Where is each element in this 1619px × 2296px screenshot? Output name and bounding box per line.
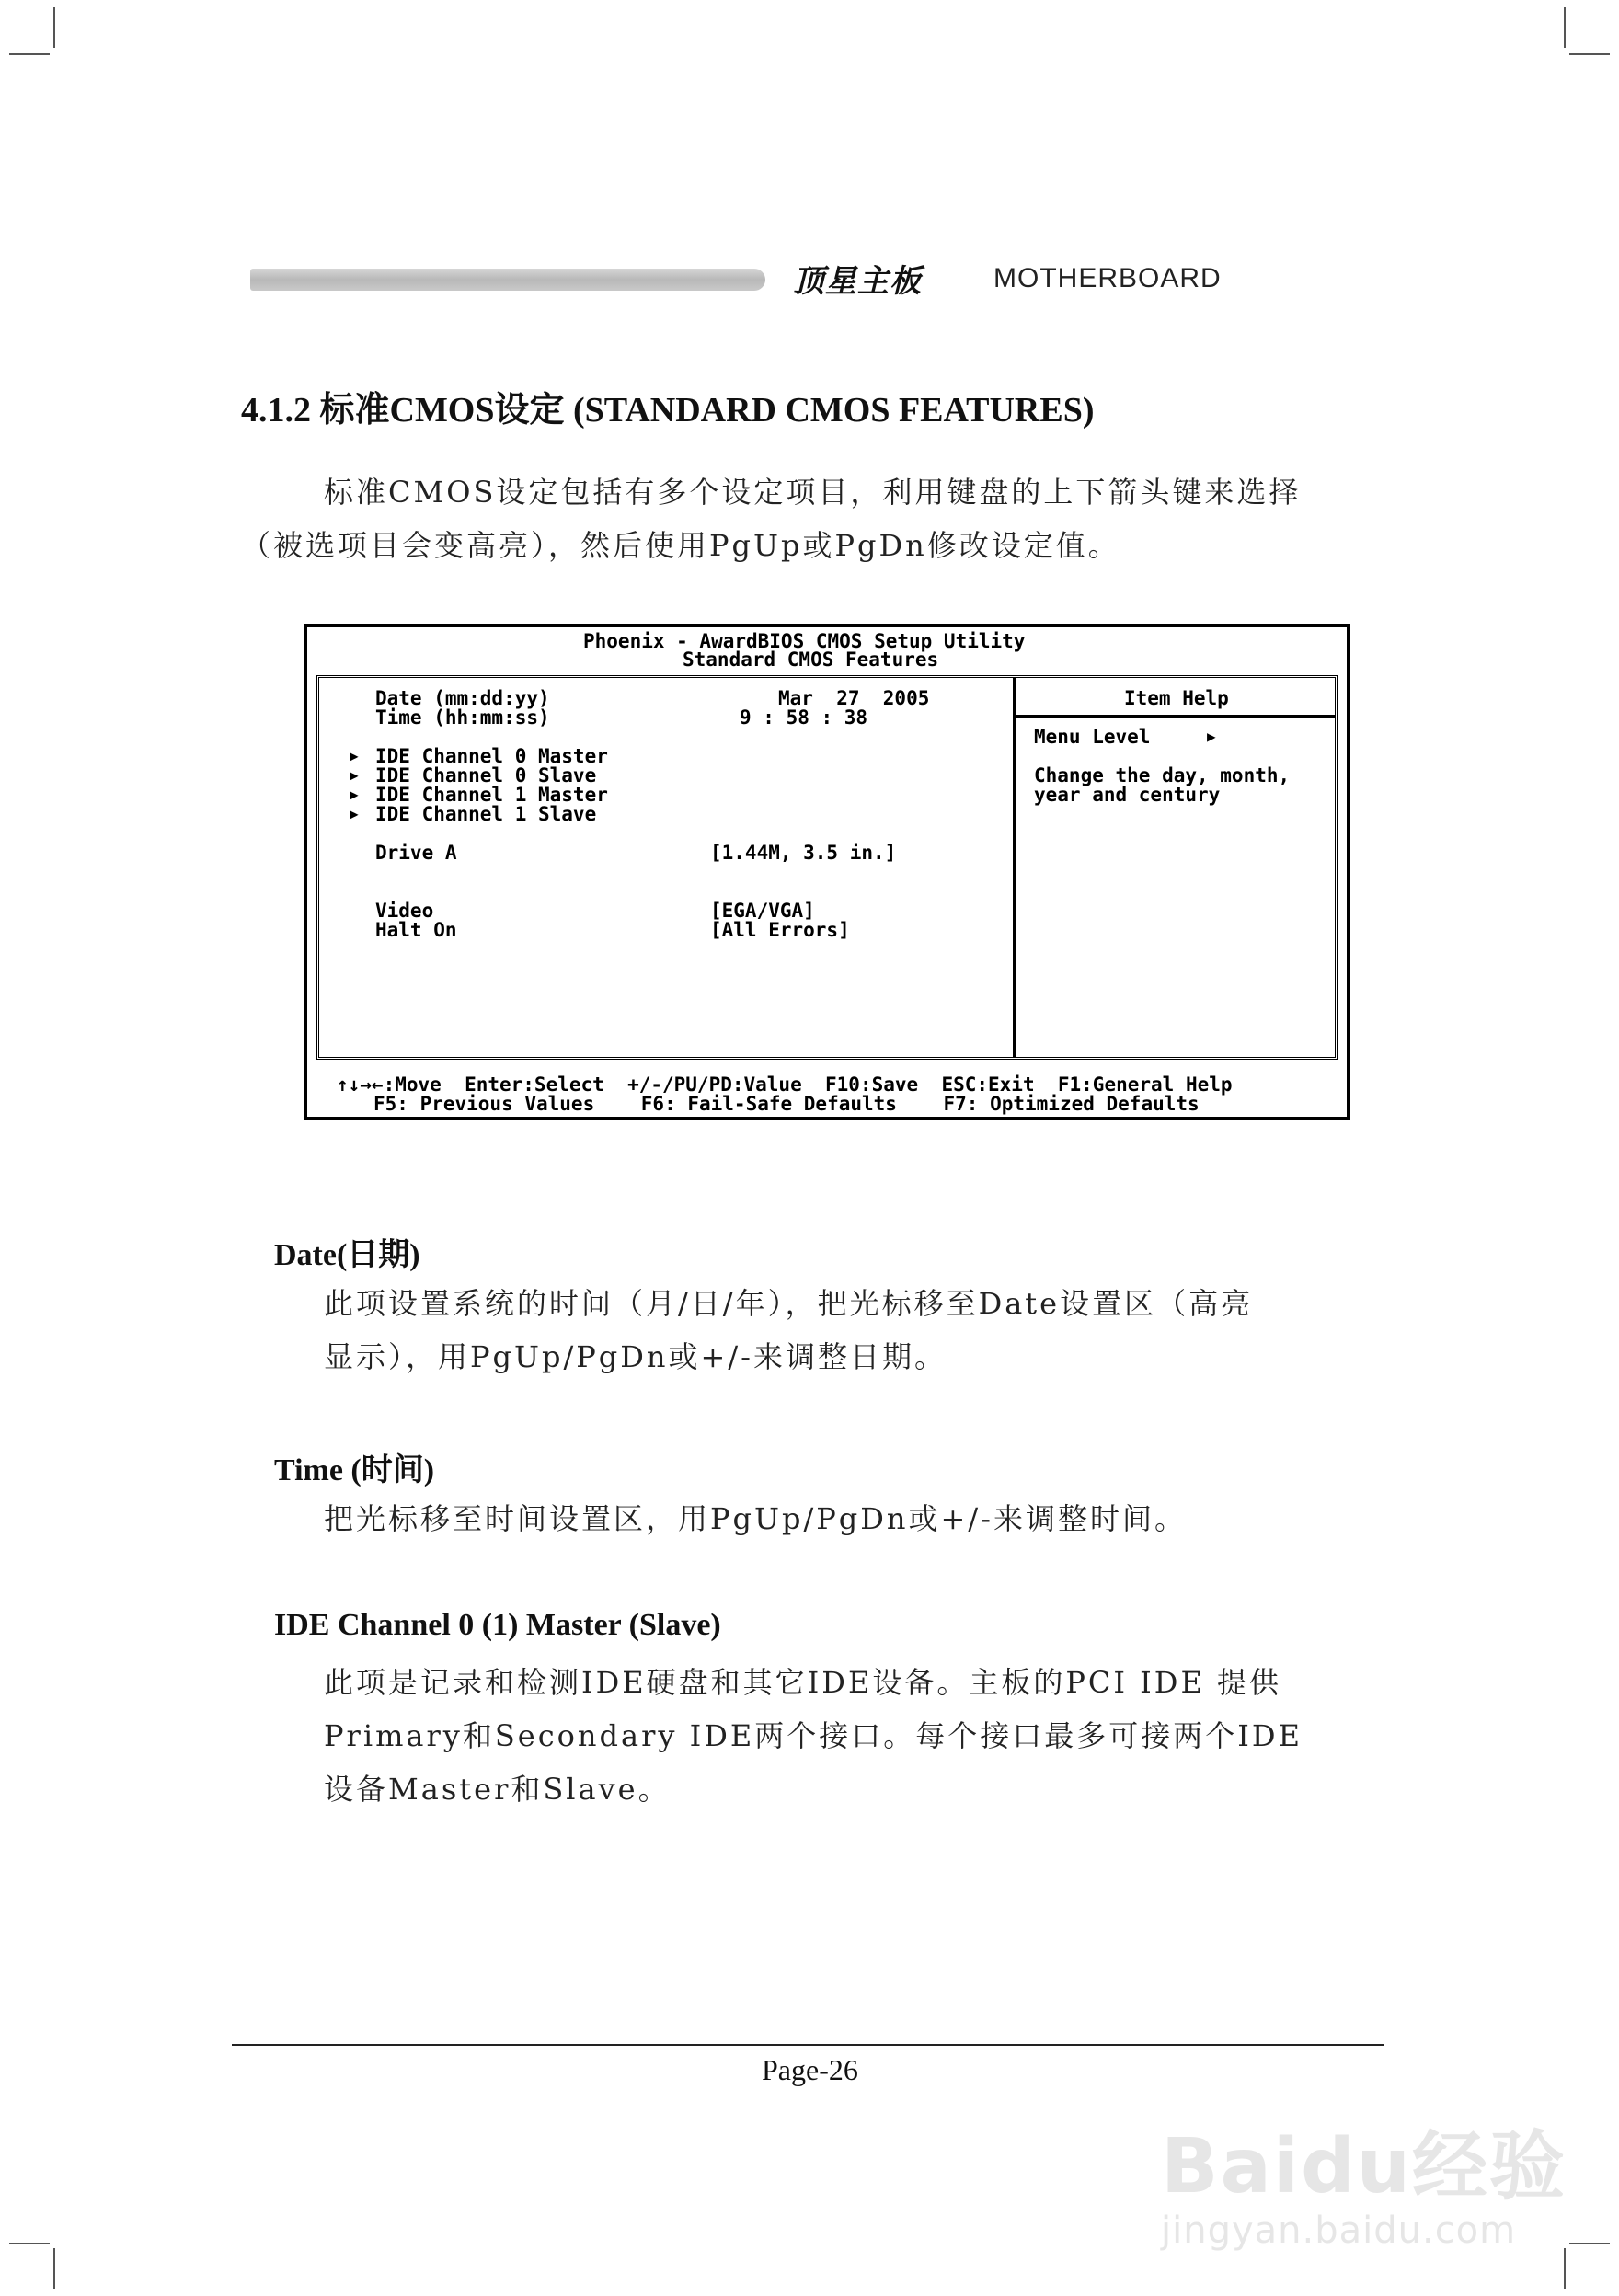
- submenu-arrow-icon: ▶: [350, 786, 359, 803]
- crop-mark: [53, 2248, 55, 2289]
- menu-level: Menu Level: [1034, 726, 1151, 748]
- drive-value[interactable]: [1.44M, 3.5 in.]: [710, 842, 897, 864]
- halt-label: Halt On: [375, 919, 457, 941]
- brand-subtitle: MOTHERBOARD: [993, 263, 1222, 293]
- bios-keys-line-2: F5: Previous Values F6: Fail-Safe Defaults F7: Optimized Defaults: [373, 1093, 1200, 1115]
- item-label-time: Time (时间): [274, 1453, 435, 1487]
- crop-mark: [9, 2243, 50, 2244]
- item-text: 此项是记录和检测IDE硬盘和其它IDE设备。主板的PCI IDE 提供: [324, 1665, 1281, 1700]
- page-number: Page-26: [762, 2053, 858, 2086]
- crop-mark: [1569, 53, 1610, 55]
- crop-mark: [53, 7, 55, 48]
- bios-keys-line-1: ↑↓→←:Move Enter:Select +/-/PU/PD:Value F10:Save ESC:Exit F1:General Help: [337, 1073, 1233, 1096]
- crop-mark: [9, 53, 50, 55]
- submenu-arrow-icon: ▶: [350, 747, 359, 764]
- ide-item[interactable]: IDE Channel 0 Master: [375, 745, 608, 767]
- bios-subtitle: Standard CMOS Features: [683, 649, 939, 671]
- intro-line-1: 标准CMOS设定包括有多个设定项目，利用键盘的上下箭头键来选择: [324, 475, 1302, 510]
- video-value[interactable]: [EGA/VGA]: [710, 900, 815, 922]
- time-value[interactable]: 9 : 58 : 38: [740, 706, 868, 729]
- drive-label: Drive A: [375, 842, 457, 864]
- bios-title: Phoenix - AwardBIOS CMOS Setup Utility: [583, 630, 1026, 652]
- item-text: 设备Master和Slave。: [324, 1772, 671, 1807]
- video-label: Video: [375, 900, 434, 922]
- ide-item[interactable]: IDE Channel 0 Slave: [375, 764, 597, 786]
- date-label: Date (mm:dd:yy): [375, 687, 550, 709]
- menu-level-arrow-icon: ▶: [1207, 728, 1216, 745]
- crop-mark: [1564, 7, 1566, 48]
- section-title: 4.1.2 标准CMOS设定 (STANDARD CMOS FEATURES): [241, 391, 1095, 430]
- item-text: 显示），用PgUp/PgDn或+/-来调整日期。: [324, 1339, 947, 1374]
- crop-mark: [1569, 2243, 1610, 2244]
- ide-item[interactable]: IDE Channel 1 Slave: [375, 803, 597, 825]
- item-text: 此项设置系统的时间（月/日/年），把光标移至Date设置区（高亮: [324, 1286, 1254, 1321]
- submenu-arrow-icon: ▶: [350, 766, 359, 784]
- help-line-2: year and century: [1034, 784, 1221, 806]
- item-label-date: Date(日期): [274, 1238, 420, 1272]
- ide-item[interactable]: IDE Channel 1 Master: [375, 784, 608, 806]
- watermark-url: jingyan.baidu.com: [1161, 2210, 1517, 2252]
- halt-value[interactable]: [All Errors]: [710, 919, 850, 941]
- date-value[interactable]: Mar 27 2005: [778, 687, 930, 709]
- submenu-arrow-icon: ▶: [350, 805, 359, 822]
- bios-panel: [316, 675, 1338, 1060]
- help-line-1: Change the day, month,: [1034, 764, 1291, 786]
- time-label: Time (hh:mm:ss): [375, 706, 550, 729]
- help-title: Item Help: [1124, 687, 1229, 709]
- bios-screenshot: [304, 624, 1350, 1120]
- crop-mark: [1564, 2248, 1566, 2289]
- watermark-logo: Baidu经验: [1161, 2123, 1567, 2210]
- brand-logo: 顶星主板: [793, 263, 922, 300]
- bios-divider: [1013, 678, 1016, 1057]
- intro-line-2: （被选项目会变高亮），然后使用PgUp或PgDn修改设定值。: [241, 528, 1120, 563]
- item-text: 把光标移至时间设置区，用PgUp/PgDn或+/-来调整时间。: [324, 1501, 1187, 1536]
- item-label-ide: IDE Channel 0 (1) Master (Slave): [274, 1608, 721, 1642]
- header-bar: [250, 269, 765, 291]
- footer-rule: [232, 2044, 1384, 2046]
- item-text: Primary和Secondary IDE两个接口。每个接口最多可接两个IDE: [324, 1718, 1303, 1753]
- help-rule: [1016, 715, 1335, 718]
